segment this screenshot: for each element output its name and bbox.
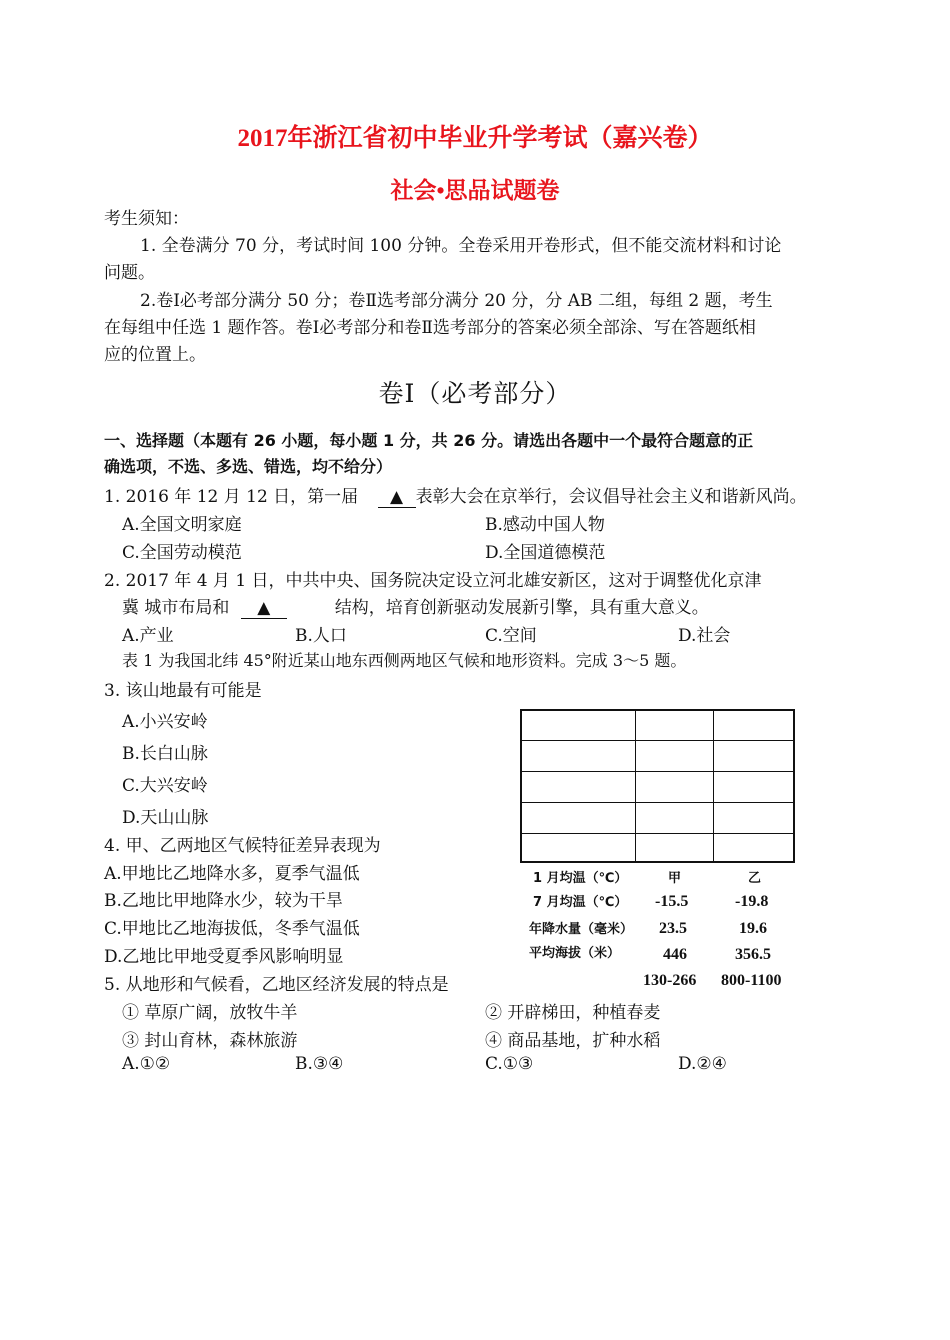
table-intro: 表 1 为我国北纬 45°附近某山地东西侧两地区气候和地形资料。完成 3～5 题。 [122,651,687,670]
q5-statement-3: ③ 封山育林，森林旅游 [122,1031,298,1051]
q4-option-b: B.乙地比甲地降水少，较为干旱 [104,891,343,911]
table-yi-value-2: 19.6 [739,920,767,937]
q2-stem-line2 [122,593,709,619]
table-row-divider [522,802,793,803]
q5-statement-4: ④ 商品基地，扩种水稻 [485,1031,661,1051]
notice-item2-line2: 在每组中任选 1 题作答。卷Ⅰ必考部分和卷Ⅱ选考部分的答案必须全部涂、写在答题纸相 [104,318,756,338]
table-row-divider [522,740,793,741]
table-yi-value-3: 356.5 [735,946,771,963]
exam-subtitle: 社会•思品试题卷 [390,178,560,203]
q1-stem [104,482,807,508]
part1-heading-line1: 一、选择题（本题有 26 小题，每小题 1 分，共 26 分。请选出各题中一个最符合题意的正 [104,431,754,450]
q3-option-c: C.大兴安岭 [122,776,208,796]
table-col-divider [713,711,714,861]
notice-heading: 考生须知： [104,209,189,229]
q5-option-a: A.①② [122,1054,171,1074]
notice-item2-line1: 2.卷Ⅰ必考部分满分 50 分；卷Ⅱ选考部分满分 20 分，分 AB 二组，每组 2 题，考生 [140,291,773,311]
notice-item1-line1: 1. 全卷满分 70 分，考试时间 100 分钟。全卷采用开卷形式，但不能交流材料和讨论 [140,236,782,256]
table-col-jia: 甲 [668,871,682,886]
part1-heading-line2: 确选项，不选、多选、错选，均不给分） [104,457,393,476]
table-jia-value-2: 23.5 [659,920,687,937]
table-yi-value-1: -19.8 [735,893,769,910]
q3-stem: 3. 该山地最有可能是 [104,681,262,701]
table-row-label-3: 年降水量（毫米） [529,922,634,937]
table-row-divider [522,833,793,834]
q2-blank: ▲ [241,598,287,619]
q3-option-a: A.小兴安岭 [122,712,208,732]
q1-blank: ▲ [378,487,416,508]
table-col-yi: 乙 [748,871,762,886]
table-row-label-1: 1 月均温（℃） [533,871,628,886]
data-table-grid [520,709,795,863]
q4-option-a: A.甲地比乙地降水多，夏季气温低 [104,864,360,884]
table-jia-value-1: -15.5 [655,893,689,910]
q4-option-d: D.乙地比甲地受夏季风影响明显 [104,947,344,967]
q1-option-d: D.全国道德模范 [485,543,606,563]
table-jia-value-3: 446 [663,946,687,963]
q5-statement-2: ② 开辟梯田，种植春麦 [485,1003,661,1023]
q1-option-c: C.全国劳动模范 [122,543,242,563]
q2-option-a: A.产业 [122,626,174,646]
q4-stem: 4. 甲、乙两地区气候特征差异表现为 [104,836,381,856]
section-title: 卷Ⅰ（必考部分） [378,379,572,408]
q1-stem-b: 表彰大会在京举行，会议倡导社会主义和谐新风尚。 [415,487,807,507]
q3-option-b: B.长白山脉 [122,744,208,764]
q5-statement-1: ① 草原广阔，放牧牛羊 [122,1003,298,1023]
q1-stem-a: 1. 2016 年 12 月 12 日，第一届 [104,487,359,507]
notice-item2-line3: 应的位置上。 [104,345,206,365]
q5-stem: 5. 从地形和气候看，乙地区经济发展的特点是 [104,975,449,995]
table-row-label-2: 7 月均温（℃） [533,895,628,910]
q2-stem-line1: 2. 2017 年 4 月 1 日，中共中央、国务院决定设立河北雄安新区，这对于调整优化京津 [104,571,762,591]
q1-option-b: B.感动中国人物 [485,515,605,535]
q5-option-d: D.②④ [678,1054,727,1074]
q5-option-b: B.③④ [295,1054,344,1074]
q2-stem-l2b: 结构，培育创新驱动发展新引擎，具有重大意义。 [334,598,709,618]
q2-stem-l2a: 冀 城市布局和 [122,598,230,618]
q5-option-c: C.①③ [485,1054,534,1074]
notice-item1-line2: 问题。 [104,263,155,283]
table-yi-value-4: 800-1100 [721,972,782,989]
exam-title: 2017年浙江省初中毕业升学考试（嘉兴卷） [237,125,713,152]
q4-option-c: C.甲地比乙地海拔低，冬季气温低 [104,919,360,939]
table-row-divider [522,771,793,772]
q2-option-c: C.空间 [485,626,537,646]
q2-option-d: D.社会 [678,626,731,646]
q1-option-a: A.全国文明家庭 [122,515,242,535]
q2-option-b: B.人口 [295,626,347,646]
q3-option-d: D.天山山脉 [122,808,209,828]
table-col-divider [635,711,636,861]
table-jia-value-4: 130-266 [643,972,697,989]
table-row-label-4: 平均海拔（米） [529,946,621,961]
